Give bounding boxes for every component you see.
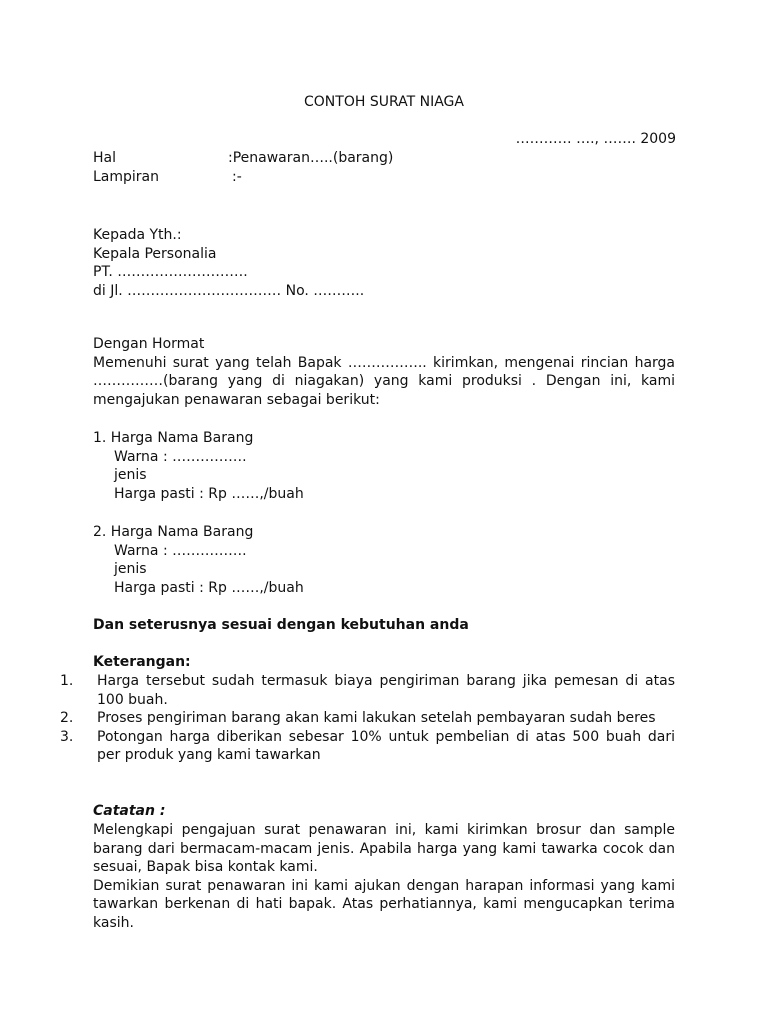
attachment-row: [93, 168, 393, 187]
notes-list-item: [60, 728, 675, 765]
recipient-block: [93, 226, 364, 300]
offer-item: [93, 429, 304, 503]
recipient-line: Kepada Yth.:: [93, 227, 182, 243]
subject-label: Hal: [93, 150, 116, 166]
notes-item-text: Potongan harga diberikan sebesar 10% untuk pembelian di atas 500 buah dari per produk yang kami tawarkan: [97, 728, 675, 764]
document-title: CONTOH SURAT NIAGA: [304, 94, 464, 110]
offer-item-heading: 1. Harga Nama Barang: [93, 430, 254, 446]
offer-item-price: Harga pasti : Rp ……,/buah: [114, 579, 304, 596]
letter-date: ………… …., ……. 2009: [515, 131, 676, 147]
recipient-line: di Jl. …………………………… No. ………..: [93, 282, 365, 299]
notes-item-text: Proses pengiriman barang akan kami lakukan setelah pembayaran sudah beres: [97, 710, 656, 727]
attachment-label: Lampiran: [93, 168, 160, 185]
letter-header: [93, 149, 393, 186]
notes-item-number: 1.: [60, 673, 74, 689]
offer-item-color: Warna : …………….: [114, 542, 247, 559]
opening-paragraph: Memenuhi surat yang telah Bapak …………….. kirimkan, mengenai rincian harga ……………(barang yang di niagakan) yang kami produksi . Dengan ini, kami mengajukan penawaran sebagai berikut:: [93, 354, 675, 408]
offer-item: [93, 523, 304, 597]
notes-title: Keterangan:: [93, 654, 191, 670]
recipient-line: Kepala Personalia: [93, 245, 217, 262]
offer-item-price: Harga pasti : Rp ……,/buah: [114, 485, 304, 502]
notes-item-number: 3.: [60, 728, 74, 745]
notes-item-number: 2.: [60, 710, 74, 727]
notes-list: [60, 672, 675, 765]
remarks-title: Catatan :: [93, 803, 166, 819]
opening-block: [93, 335, 675, 409]
offer-item-type: jenis: [114, 561, 147, 578]
recipient-line: PT. ……………………….: [93, 264, 248, 281]
offer-item-heading: 2. Harga Nama Barang: [93, 524, 254, 540]
attachment-value: :-: [232, 168, 242, 185]
offer-item-type: jenis: [114, 467, 147, 484]
notes-item-text: Harga tersebut sudah termasuk biaya pengiriman barang jika pemesan di atas 100 buah.: [97, 673, 675, 708]
notes-list-item: [60, 709, 675, 728]
closing-paragraph: Demikian surat penawaran ini kami ajukan dengan harapan informasi yang kami tawarkan berkenan di hati bapak. Atas perhatiannya, kami mengucapkan terima kasih.: [93, 877, 675, 931]
offer-item-color: Warna : …………….: [114, 448, 247, 465]
subject-row: [93, 149, 393, 168]
remarks-paragraph: Melengkapi pengajuan surat penawaran ini, kami kirimkan brosur dan sample barang dari bermacam-macam jenis. Apabila harga yang kami tawarka cocok dan sesuai, Bapak bisa kontak kami.: [93, 822, 675, 876]
closing-line: Dan seterusnya sesuai dengan kebutuhan anda: [93, 617, 469, 633]
subject-value: :Penawaran…..(barang): [228, 150, 394, 166]
remarks-block: [93, 821, 675, 933]
notes-list-item: [60, 672, 675, 709]
greeting: Dengan Hormat: [93, 336, 205, 352]
